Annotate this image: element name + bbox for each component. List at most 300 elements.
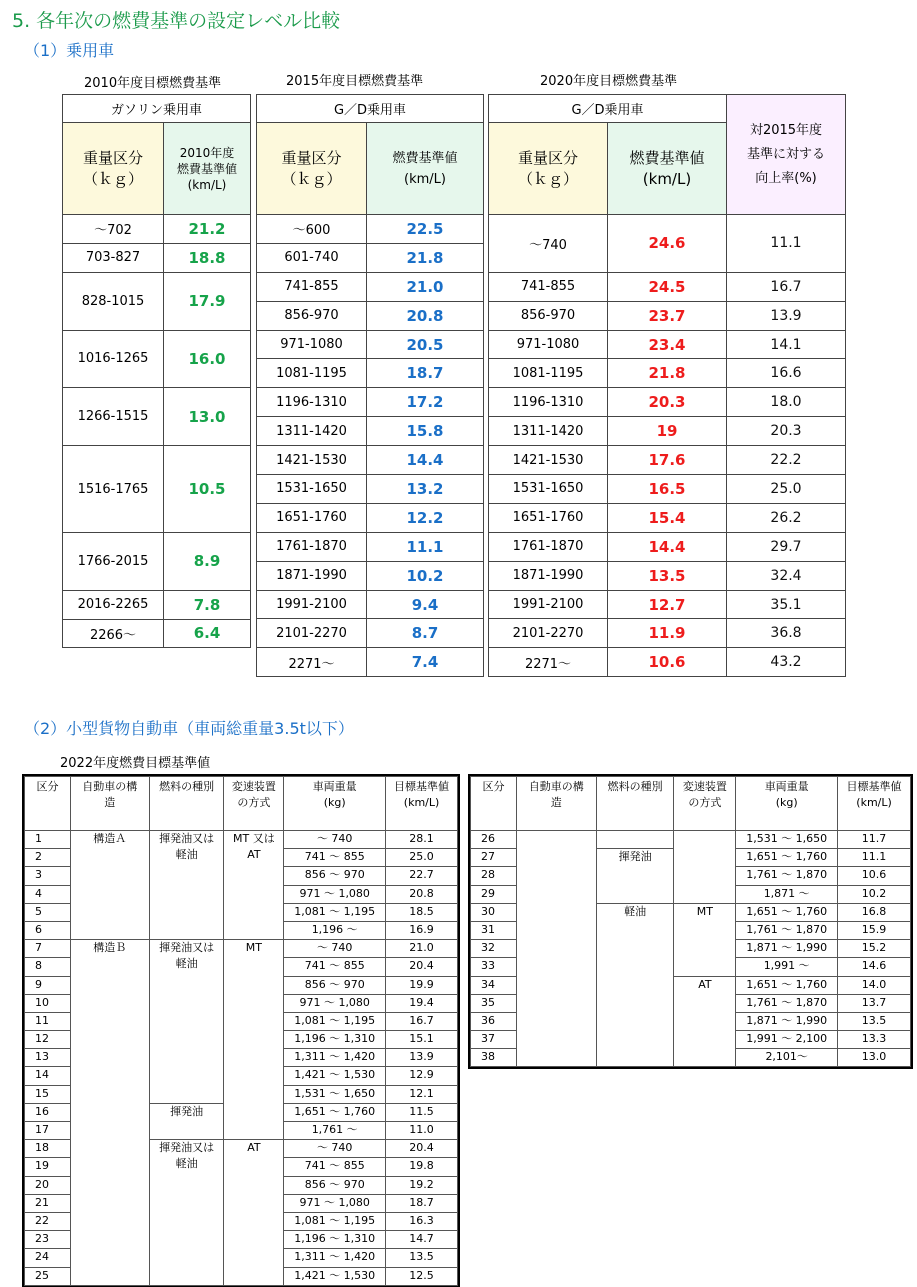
weight-cell: 2101-2270	[489, 619, 608, 648]
table-row	[489, 532, 846, 561]
value-cell: 16.0	[164, 330, 251, 388]
weight-cell: 1,651 ～ 1,760	[736, 849, 838, 867]
category-cell: 9	[25, 976, 71, 994]
table-row	[25, 831, 458, 849]
table-row	[489, 359, 846, 388]
table-row	[63, 215, 251, 244]
weight-cell: 1,311 ～ 1,420	[284, 1049, 386, 1067]
value-cell: 17.9	[164, 272, 251, 330]
weight-cell: 1266-1515	[63, 388, 164, 446]
weight-cell: 1,871 ～	[736, 885, 838, 903]
table2020-caption: 2020年度目標燃費基準	[540, 74, 678, 89]
weight-cell: 1991-2100	[257, 590, 367, 619]
rate-cell: 36.8	[727, 619, 846, 648]
weight-cell: 1,991 ～	[736, 958, 838, 976]
rate-cell: 43.2	[727, 648, 846, 677]
category-cell: 32	[471, 940, 517, 958]
category-cell: 38	[471, 1049, 517, 1067]
value-cell: 10.2	[367, 561, 484, 590]
value-cell: 13.2	[367, 475, 484, 504]
weight-cell: 856-970	[257, 301, 367, 330]
section2-title: （2）小型貨物自動車（車両総重量3.5t以下）	[24, 719, 354, 738]
table-row	[489, 215, 846, 273]
value-cell: 18.7	[367, 359, 484, 388]
target-value-cell: 20.4	[386, 1140, 458, 1158]
group-header: G／D乗用車	[489, 95, 727, 123]
target-value-cell: 11.0	[386, 1122, 458, 1140]
transmission-cell: MT 又は AT	[224, 831, 284, 940]
value-cell: 22.5	[367, 215, 484, 244]
weight-cell: 1081-1195	[257, 359, 367, 388]
table-row	[489, 388, 846, 417]
col-weight-header: 重量区分 （ｋｇ）	[489, 123, 608, 215]
target-value-cell: 28.1	[386, 831, 458, 849]
weight-cell: 2271～	[489, 648, 608, 677]
table-row	[257, 243, 484, 272]
category-cell: 22	[25, 1212, 71, 1230]
group-header: G／D乗用車	[257, 95, 484, 123]
table-row	[257, 301, 484, 330]
weight-cell: ～740	[489, 215, 608, 273]
category-cell: 27	[471, 849, 517, 867]
target-value-cell: 14.0	[838, 976, 911, 994]
col-value-header: 燃費基準値 (km/L)	[367, 123, 484, 215]
table-row	[489, 330, 846, 359]
table-row	[63, 619, 251, 648]
value-cell: 19	[608, 417, 727, 446]
fuel-cell: 軽油	[596, 903, 674, 1067]
weight-cell: 1516-1765	[63, 446, 164, 533]
category-cell: 25	[25, 1267, 71, 1285]
target-value-cell: 13.5	[838, 1012, 911, 1030]
fuel-cell	[596, 831, 674, 849]
truck-col-header: 自動車の構 造	[516, 777, 596, 831]
value-cell: 20.3	[608, 388, 727, 417]
value-cell: 17.6	[608, 446, 727, 475]
value-cell: 21.8	[608, 359, 727, 388]
table-row	[63, 272, 251, 330]
table-row	[63, 446, 251, 533]
category-cell: 33	[471, 958, 517, 976]
weight-cell: 2266～	[63, 619, 164, 648]
value-cell: 7.8	[164, 590, 251, 619]
weight-cell: 1,081 ～ 1,195	[284, 1012, 386, 1030]
weight-cell: 1016-1265	[63, 330, 164, 388]
weight-cell: 1761-1870	[257, 532, 367, 561]
weight-cell: 1761-1870	[489, 532, 608, 561]
value-cell: 10.6	[608, 648, 727, 677]
category-cell: 7	[25, 940, 71, 958]
table-row	[257, 417, 484, 446]
table-2010	[62, 94, 251, 648]
value-cell: 16.5	[608, 475, 727, 504]
value-cell: 11.1	[367, 532, 484, 561]
weight-cell: 971-1080	[489, 330, 608, 359]
category-cell: 17	[25, 1122, 71, 1140]
value-cell: 21.8	[367, 243, 484, 272]
category-cell: 3	[25, 867, 71, 885]
weight-cell: 2016-2265	[63, 590, 164, 619]
target-value-cell: 22.7	[386, 867, 458, 885]
target-value-cell: 21.0	[386, 940, 458, 958]
target-value-cell: 12.5	[386, 1267, 458, 1285]
weight-cell: 1871-1990	[489, 561, 608, 590]
weight-cell: ～ 740	[284, 1140, 386, 1158]
weight-cell: 1,651 ～ 1,760	[736, 976, 838, 994]
table-row	[257, 590, 484, 619]
fuel-cell: 揮発油	[149, 1103, 224, 1139]
table-row	[257, 272, 484, 301]
table-2010-body	[63, 215, 251, 648]
weight-cell: 2271～	[257, 648, 367, 677]
table2015-caption: 2015年度目標燃費基準	[286, 74, 424, 89]
weight-cell: ～ 740	[284, 831, 386, 849]
target-value-cell: 19.4	[386, 994, 458, 1012]
value-cell: 23.4	[608, 330, 727, 359]
category-cell: 24	[25, 1249, 71, 1267]
weight-cell: 741-855	[257, 272, 367, 301]
weight-cell: 1,651 ～ 1,760	[284, 1103, 386, 1121]
truck-table-caption: 2022年度燃費目標基準値	[60, 756, 211, 771]
category-cell: 2	[25, 849, 71, 867]
table-row	[63, 243, 251, 272]
weight-cell: 1,761 ～ 1,870	[736, 867, 838, 885]
target-value-cell: 20.8	[386, 885, 458, 903]
target-value-cell: 16.9	[386, 921, 458, 939]
truck-col-header: 自動車の構 造	[70, 777, 149, 831]
weight-cell: 1871-1990	[257, 561, 367, 590]
target-value-cell: 10.2	[838, 885, 911, 903]
category-cell: 11	[25, 1012, 71, 1030]
rate-cell: 18.0	[727, 388, 846, 417]
rate-cell: 13.9	[727, 301, 846, 330]
target-value-cell: 12.1	[386, 1085, 458, 1103]
value-cell: 21.2	[164, 215, 251, 244]
rate-cell: 35.1	[727, 590, 846, 619]
target-value-cell: 13.5	[386, 1249, 458, 1267]
structure-cell	[516, 831, 596, 1067]
weight-cell: 1,871 ～ 1,990	[736, 940, 838, 958]
table-row	[257, 475, 484, 504]
category-cell: 28	[471, 867, 517, 885]
rate-cell: 16.6	[727, 359, 846, 388]
rate-cell: 14.1	[727, 330, 846, 359]
weight-cell: 2101-2270	[257, 619, 367, 648]
table-row	[63, 590, 251, 619]
target-value-cell: 14.7	[386, 1231, 458, 1249]
col-value-header: 燃費基準値 (km/L)	[608, 123, 727, 215]
truck-col-header: 車両重量 (kg)	[736, 777, 838, 831]
truck-col-header: 目標基準値 (km/L)	[386, 777, 458, 831]
transmission-cell: AT	[674, 976, 736, 1067]
table2010-caption: 2010年度目標燃費基準	[84, 76, 222, 91]
value-cell: 20.8	[367, 301, 484, 330]
target-value-cell: 14.6	[838, 958, 911, 976]
category-cell: 14	[25, 1067, 71, 1085]
table-row	[257, 619, 484, 648]
value-cell: 9.4	[367, 590, 484, 619]
weight-cell: 1311-1420	[489, 417, 608, 446]
value-cell: 12.2	[367, 503, 484, 532]
target-value-cell: 15.2	[838, 940, 911, 958]
category-cell: 37	[471, 1031, 517, 1049]
weight-cell: ～ 740	[284, 940, 386, 958]
category-cell: 20	[25, 1176, 71, 1194]
table-row	[257, 561, 484, 590]
weight-cell: 1,421 ～ 1,530	[284, 1067, 386, 1085]
table-row	[489, 503, 846, 532]
structure-cell: 構造Ａ	[70, 831, 149, 940]
table-2015	[256, 94, 484, 677]
table-row	[489, 446, 846, 475]
target-value-cell: 19.2	[386, 1176, 458, 1194]
table-row	[63, 388, 251, 446]
target-value-cell: 19.9	[386, 976, 458, 994]
target-value-cell: 13.3	[838, 1031, 911, 1049]
fuel-cell: 揮発油又は 軽油	[149, 1140, 224, 1286]
weight-cell: 1196-1310	[489, 388, 608, 417]
truck-col-header: 目標基準値 (km/L)	[838, 777, 911, 831]
table-row	[489, 417, 846, 446]
table-row	[489, 561, 846, 590]
weight-cell: 2,101～	[736, 1049, 838, 1067]
table-row	[489, 648, 846, 677]
target-value-cell: 15.1	[386, 1031, 458, 1049]
weight-cell: 1,761 ～	[284, 1122, 386, 1140]
value-cell: 23.7	[608, 301, 727, 330]
weight-cell: 1,311 ～ 1,420	[284, 1249, 386, 1267]
table-row	[489, 590, 846, 619]
rate-cell: 16.7	[727, 272, 846, 301]
weight-cell: 1421-1530	[257, 446, 367, 475]
target-value-cell: 15.9	[838, 921, 911, 939]
category-cell: 19	[25, 1158, 71, 1176]
category-cell: 21	[25, 1194, 71, 1212]
weight-cell: 1,651 ～ 1,760	[736, 903, 838, 921]
table-row	[63, 532, 251, 590]
table-row	[257, 503, 484, 532]
value-cell: 7.4	[367, 648, 484, 677]
rate-cell: 11.1	[727, 215, 846, 273]
weight-cell: 971-1080	[257, 330, 367, 359]
target-value-cell: 25.0	[386, 849, 458, 867]
transmission-cell: AT	[224, 1140, 284, 1286]
weight-cell: 1421-1530	[489, 446, 608, 475]
category-cell: 1	[25, 831, 71, 849]
category-cell: 15	[25, 1085, 71, 1103]
weight-cell: 1,761 ～ 1,870	[736, 921, 838, 939]
table-2020-body	[489, 215, 846, 677]
category-cell: 6	[25, 921, 71, 939]
weight-cell: 1,531 ～ 1,650	[284, 1085, 386, 1103]
value-cell: 15.4	[608, 503, 727, 532]
table-row	[489, 272, 846, 301]
value-cell: 14.4	[367, 446, 484, 475]
value-cell: 18.8	[164, 243, 251, 272]
target-value-cell: 11.5	[386, 1103, 458, 1121]
truck-col-header: 変速装置 の方式	[674, 777, 736, 831]
weight-cell: 1531-1650	[257, 475, 367, 504]
truck-col-header: 車両重量 (kg)	[284, 777, 386, 831]
section1-title: （1）乗用車	[24, 41, 115, 60]
category-cell: 36	[471, 1012, 517, 1030]
weight-cell: 1,196 ～ 1,310	[284, 1031, 386, 1049]
target-value-cell: 16.8	[838, 903, 911, 921]
table-row	[257, 359, 484, 388]
col-value-header: 2010年度 燃費基準値 (km/L)	[164, 123, 251, 215]
category-cell: 10	[25, 994, 71, 1012]
category-cell: 29	[471, 885, 517, 903]
table-row	[471, 831, 911, 849]
table-row	[257, 330, 484, 359]
value-cell: 10.5	[164, 446, 251, 533]
target-value-cell: 11.7	[838, 831, 911, 849]
weight-cell: ～600	[257, 215, 367, 244]
weight-cell: 741-855	[489, 272, 608, 301]
category-cell: 8	[25, 958, 71, 976]
table-row	[489, 301, 846, 330]
weight-cell: 1,081 ～ 1,195	[284, 1212, 386, 1230]
weight-cell: 1,991 ～ 2,100	[736, 1031, 838, 1049]
transmission-cell: MT	[674, 903, 736, 976]
value-cell: 8.9	[164, 532, 251, 590]
table-row	[257, 532, 484, 561]
rate-cell: 22.2	[727, 446, 846, 475]
weight-cell: 1,421 ～ 1,530	[284, 1267, 386, 1285]
value-cell: 24.6	[608, 215, 727, 273]
category-cell: 26	[471, 831, 517, 849]
target-value-cell: 18.5	[386, 903, 458, 921]
value-cell: 12.7	[608, 590, 727, 619]
rate-cell: 25.0	[727, 475, 846, 504]
rate-cell: 20.3	[727, 417, 846, 446]
weight-cell: 1196-1310	[257, 388, 367, 417]
target-value-cell: 19.8	[386, 1158, 458, 1176]
rate-cell: 26.2	[727, 503, 846, 532]
col-weight-header: 重量区分 （ｋｇ）	[63, 123, 164, 215]
category-cell: 35	[471, 994, 517, 1012]
structure-cell: 構造Ｂ	[70, 940, 149, 1286]
category-cell: 4	[25, 885, 71, 903]
weight-cell: 856-970	[489, 301, 608, 330]
weight-cell: 971 ～ 1,080	[284, 994, 386, 1012]
target-value-cell: 11.1	[838, 849, 911, 867]
target-value-cell: 18.7	[386, 1194, 458, 1212]
weight-cell: 971 ～ 1,080	[284, 885, 386, 903]
value-cell: 14.4	[608, 532, 727, 561]
group-header: ガソリン乗用車	[63, 95, 251, 123]
category-cell: 31	[471, 921, 517, 939]
weight-cell: 703-827	[63, 243, 164, 272]
weight-cell: 1651-1760	[489, 503, 608, 532]
weight-cell: 856 ～ 970	[284, 976, 386, 994]
table-row	[489, 475, 846, 504]
weight-cell: 741 ～ 855	[284, 849, 386, 867]
target-value-cell: 13.9	[386, 1049, 458, 1067]
weight-cell: 1991-2100	[489, 590, 608, 619]
truck-table-left	[24, 776, 458, 1286]
category-cell: 34	[471, 976, 517, 994]
value-cell: 20.5	[367, 330, 484, 359]
truck-col-header: 燃料の種別	[149, 777, 224, 831]
transmission-cell	[674, 831, 736, 904]
category-cell: 12	[25, 1031, 71, 1049]
weight-cell: ～702	[63, 215, 164, 244]
truck-table-right	[470, 776, 911, 1067]
table-row	[257, 215, 484, 244]
fuel-cell: 揮発油又は 軽油	[149, 940, 224, 1104]
weight-cell: 1081-1195	[489, 359, 608, 388]
weight-cell: 1,871 ～ 1,990	[736, 1012, 838, 1030]
weight-cell: 1311-1420	[257, 417, 367, 446]
rate-cell: 32.4	[727, 561, 846, 590]
target-value-cell: 10.6	[838, 867, 911, 885]
table-row	[257, 446, 484, 475]
value-cell: 13.0	[164, 388, 251, 446]
weight-cell: 1,196 ～ 1,310	[284, 1231, 386, 1249]
table-row	[257, 388, 484, 417]
table-row	[257, 648, 484, 677]
weight-cell: 1,196 ～	[284, 921, 386, 939]
target-value-cell: 16.7	[386, 1012, 458, 1030]
weight-cell: 1531-1650	[489, 475, 608, 504]
target-value-cell: 20.4	[386, 958, 458, 976]
col-weight-header: 重量区分 （ｋｇ）	[257, 123, 367, 215]
table-row	[489, 619, 846, 648]
value-cell: 11.9	[608, 619, 727, 648]
category-cell: 23	[25, 1231, 71, 1249]
target-value-cell: 13.7	[838, 994, 911, 1012]
fuel-cell: 揮発油又は 軽油	[149, 831, 224, 940]
category-cell: 30	[471, 903, 517, 921]
table-row	[63, 330, 251, 388]
target-value-cell: 16.3	[386, 1212, 458, 1230]
table-2015-body	[257, 215, 484, 677]
page-title: 5. 各年次の燃費基準の設定レベル比較	[12, 10, 341, 32]
transmission-cell: MT	[224, 940, 284, 1140]
table-2020	[488, 94, 846, 677]
weight-cell: 856 ～ 970	[284, 867, 386, 885]
target-value-cell: 12.9	[386, 1067, 458, 1085]
value-cell: 6.4	[164, 619, 251, 648]
weight-cell: 601-740	[257, 243, 367, 272]
truck-col-header: 変速装置 の方式	[224, 777, 284, 831]
value-cell: 24.5	[608, 272, 727, 301]
category-cell: 13	[25, 1049, 71, 1067]
target-value-cell: 13.0	[838, 1049, 911, 1067]
weight-cell: 741 ～ 855	[284, 958, 386, 976]
value-cell: 8.7	[367, 619, 484, 648]
weight-cell: 828-1015	[63, 272, 164, 330]
weight-cell: 971 ～ 1,080	[284, 1194, 386, 1212]
fuel-cell: 揮発油	[596, 849, 674, 904]
table-row	[25, 940, 458, 958]
weight-cell: 1,531 ～ 1,650	[736, 831, 838, 849]
weight-cell: 1,081 ～ 1,195	[284, 903, 386, 921]
col-rate-header: 対2015年度 基準に対する 向上率(%)	[727, 95, 846, 215]
value-cell: 15.8	[367, 417, 484, 446]
truck-col-header: 区分	[471, 777, 517, 831]
value-cell: 17.2	[367, 388, 484, 417]
rate-cell: 29.7	[727, 532, 846, 561]
category-cell: 5	[25, 903, 71, 921]
weight-cell: 1,761 ～ 1,870	[736, 994, 838, 1012]
category-cell: 16	[25, 1103, 71, 1121]
value-cell: 13.5	[608, 561, 727, 590]
weight-cell: 1766-2015	[63, 532, 164, 590]
weight-cell: 1651-1760	[257, 503, 367, 532]
value-cell: 21.0	[367, 272, 484, 301]
